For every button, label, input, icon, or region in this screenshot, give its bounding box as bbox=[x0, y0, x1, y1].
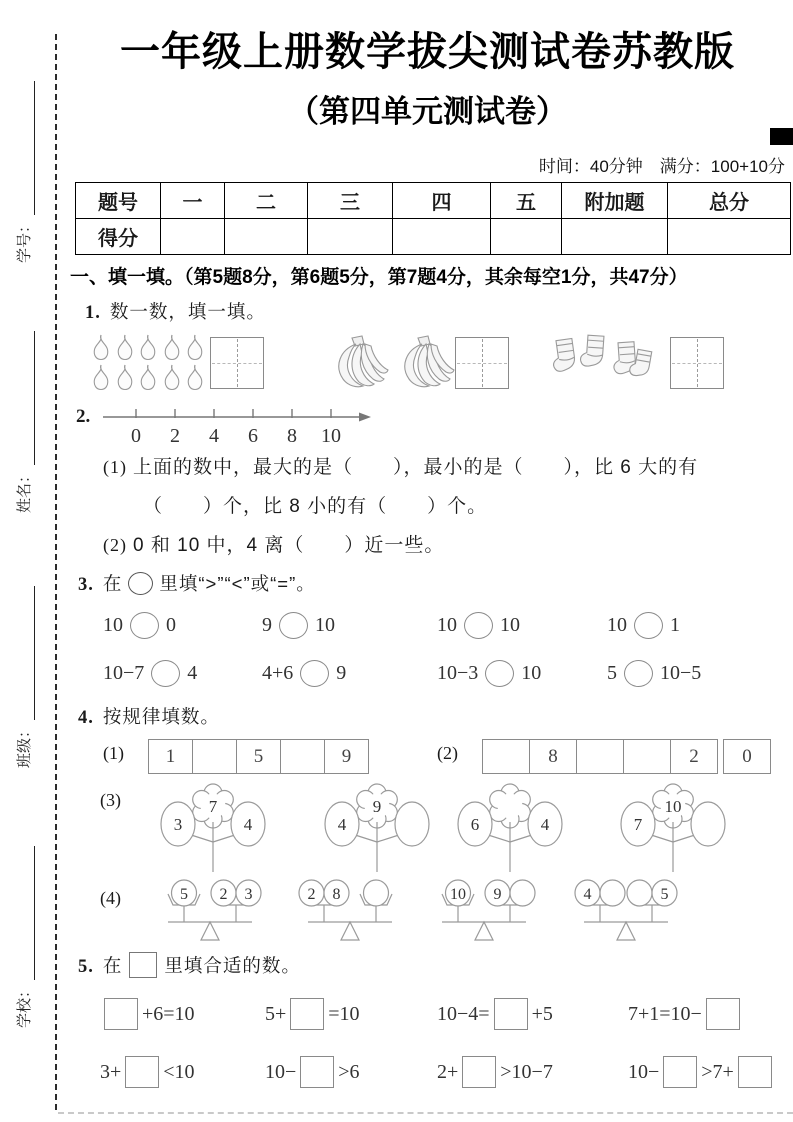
eq-pre: 10− bbox=[265, 1060, 297, 1083]
eq-post: +6=10 bbox=[142, 1002, 195, 1025]
eq-pre: 7+1=10− bbox=[628, 1002, 702, 1025]
scale-value: 2 bbox=[307, 886, 316, 903]
eq-post: +5 bbox=[531, 1002, 553, 1025]
answer-box[interactable] bbox=[210, 337, 264, 389]
equation bbox=[100, 998, 195, 1030]
q5-pre-text: 在 bbox=[102, 955, 123, 976]
flower-right-value: 4 bbox=[540, 815, 550, 834]
right-operand: 10−5 bbox=[660, 662, 702, 684]
right-operand: 9 bbox=[336, 662, 347, 684]
sequence-cell: 5 bbox=[237, 739, 281, 774]
sidebar-field-class bbox=[13, 586, 35, 768]
binding-dashed-line bbox=[55, 34, 57, 1110]
comparison-item bbox=[437, 660, 541, 687]
sequence-cell[interactable] bbox=[624, 739, 671, 774]
score-cell[interactable] bbox=[668, 219, 791, 255]
scale-value: 10 bbox=[450, 886, 466, 903]
eq-mid: >7+ bbox=[701, 1060, 734, 1083]
score-header-cell: 题号 bbox=[76, 183, 161, 219]
right-operand: 10 bbox=[521, 662, 542, 684]
page-title: 一年级上册数学拔尖测试卷苏教版 bbox=[120, 30, 735, 74]
scale-value: 9 bbox=[493, 886, 502, 903]
tick-label: 10 bbox=[321, 425, 341, 447]
number-flower bbox=[608, 782, 738, 874]
comparison-item bbox=[607, 612, 680, 639]
comparison-item bbox=[607, 660, 701, 687]
fill-box[interactable] bbox=[104, 998, 138, 1030]
pear-icon bbox=[90, 364, 112, 392]
fill-box[interactable] bbox=[706, 998, 740, 1030]
pear-icon bbox=[161, 364, 183, 392]
left-operand: 10 bbox=[103, 614, 123, 636]
pears-group bbox=[90, 334, 208, 392]
pear-icon bbox=[90, 334, 112, 362]
equation bbox=[628, 998, 744, 1030]
socks-icon bbox=[548, 333, 660, 393]
page-bottom-dashed-line bbox=[58, 1112, 793, 1114]
comparison-circle[interactable] bbox=[300, 660, 329, 687]
scale-value: 5 bbox=[180, 886, 188, 903]
q1-text: 数一数，填一填。 bbox=[109, 301, 266, 322]
sequence-cell[interactable] bbox=[281, 739, 325, 774]
q2-part1-line2 bbox=[143, 491, 487, 518]
banana-bunch-icon bbox=[394, 334, 456, 392]
fill-box[interactable] bbox=[738, 1056, 772, 1088]
q5-title bbox=[78, 952, 301, 978]
comparison-circle[interactable] bbox=[634, 612, 663, 639]
comparison-circle[interactable] bbox=[624, 660, 653, 687]
fill-box[interactable] bbox=[290, 998, 324, 1030]
left-operand: 9 bbox=[262, 614, 272, 636]
class-label: 班级： bbox=[16, 722, 33, 768]
comparison-item bbox=[103, 660, 197, 687]
section1-heading: 一、填一填。（第5题8分，第6题5分，第7题4分，其余每空1分，共47分） bbox=[70, 267, 688, 288]
scale-value: 8 bbox=[332, 886, 341, 903]
flower-head-value: 10 bbox=[664, 797, 682, 816]
score-header-cell: 二 bbox=[225, 183, 308, 219]
balance-scale bbox=[420, 878, 548, 942]
score-header-cell: 五 bbox=[491, 183, 562, 219]
fill-box[interactable] bbox=[462, 1056, 496, 1088]
score-header-cell: 四 bbox=[393, 183, 491, 219]
q4-p1-label: (1) bbox=[103, 743, 124, 763]
q3-post-text: 里填“>”“<”或“=”。 bbox=[159, 573, 316, 594]
fill-circle[interactable] bbox=[364, 880, 389, 906]
school-blank[interactable] bbox=[18, 846, 35, 980]
scale-value: 2 bbox=[219, 886, 228, 903]
tick-label: 4 bbox=[209, 425, 219, 447]
name-label: 姓名： bbox=[16, 467, 33, 513]
tick-label: 2 bbox=[170, 425, 180, 447]
example-circle bbox=[128, 572, 153, 595]
eq-pre: 5+ bbox=[265, 1002, 287, 1025]
sequence-cell: 8 bbox=[530, 739, 577, 774]
left-operand: 5 bbox=[607, 662, 617, 684]
pear-icon bbox=[114, 334, 136, 362]
pear-icon bbox=[114, 364, 136, 392]
score-header-cell: 总分 bbox=[668, 183, 791, 219]
sequence-cell[interactable] bbox=[193, 739, 237, 774]
time-score-info: 时间：40分钟 满分：100+10分 bbox=[538, 157, 785, 176]
score-cell[interactable] bbox=[491, 219, 562, 255]
answer-box[interactable] bbox=[455, 337, 509, 389]
eq-pre: 10− bbox=[628, 1060, 660, 1083]
balance-scale bbox=[146, 878, 274, 942]
sidebar-field-school bbox=[13, 846, 35, 1028]
eq-pre: 3+ bbox=[100, 1060, 122, 1083]
fill-circle[interactable] bbox=[510, 880, 535, 906]
q4-p3-label: (3) bbox=[100, 790, 121, 810]
comparison-circle[interactable] bbox=[130, 612, 159, 639]
right-operand: 10 bbox=[500, 614, 520, 636]
equation bbox=[628, 1056, 776, 1088]
page-subtitle: （第四单元测试卷） bbox=[288, 94, 567, 129]
eq-post: <10 bbox=[163, 1060, 195, 1083]
scale-value: 5 bbox=[660, 886, 669, 903]
equation bbox=[265, 1056, 360, 1088]
fill-circle[interactable] bbox=[600, 880, 625, 906]
sequence-row-2 bbox=[482, 739, 771, 774]
q2-part2-line bbox=[103, 530, 444, 557]
sequence-cell[interactable] bbox=[482, 739, 530, 774]
tick-label: 0 bbox=[131, 425, 141, 447]
scale-value: 4 bbox=[583, 886, 592, 903]
comparison-circle[interactable] bbox=[485, 660, 514, 687]
q2-number: 2. bbox=[76, 406, 91, 427]
flower-right-value: 4 bbox=[243, 815, 253, 834]
student-number-blank[interactable] bbox=[18, 81, 35, 215]
flower-left-value: 4 bbox=[337, 815, 347, 834]
q2-part1-line1 bbox=[103, 452, 698, 479]
pear-icon bbox=[184, 364, 206, 392]
q5-number: 5. bbox=[78, 957, 94, 977]
eq-pre: 2+ bbox=[437, 1060, 459, 1083]
eq-post: >10−7 bbox=[500, 1060, 553, 1083]
bananas-group bbox=[328, 334, 456, 392]
left-operand: 10 bbox=[607, 614, 627, 636]
q1-title bbox=[85, 298, 266, 324]
q2-part1-text1: 上面的数中，最大的是（ ），最小的是（ ），比 6 大的有 bbox=[133, 457, 699, 478]
score-row-label: 得分 bbox=[76, 219, 161, 255]
flower-head-value: 7 bbox=[208, 797, 218, 816]
eq-post: >6 bbox=[338, 1060, 360, 1083]
score-cell[interactable] bbox=[393, 219, 491, 255]
flower-left-value: 3 bbox=[173, 815, 183, 834]
q2-part2-text: 0 和 10 中，4 离（ ）近一些。 bbox=[133, 535, 445, 556]
fill-box[interactable] bbox=[125, 1056, 159, 1088]
fill-box[interactable] bbox=[300, 1056, 334, 1088]
scale-value: 3 bbox=[244, 886, 253, 903]
pear-icon bbox=[184, 334, 206, 362]
score-table-score-row bbox=[76, 219, 791, 255]
score-cell[interactable] bbox=[161, 219, 225, 255]
pear-icon bbox=[161, 334, 183, 362]
q4-title bbox=[78, 703, 220, 729]
comparison-item bbox=[103, 612, 176, 639]
class-blank[interactable] bbox=[18, 586, 35, 720]
equation bbox=[100, 1056, 195, 1088]
score-table-header-row bbox=[76, 183, 791, 219]
right-operand: 10 bbox=[315, 614, 335, 636]
eq-pre: 10−4= bbox=[437, 1002, 490, 1025]
balance-scale bbox=[562, 878, 690, 942]
left-operand: 10−7 bbox=[103, 662, 145, 684]
sequence-row-1 bbox=[148, 739, 369, 774]
comparison-item bbox=[437, 612, 520, 639]
right-operand: 1 bbox=[670, 614, 680, 636]
banana-bunch-icon bbox=[328, 334, 390, 392]
q1-number: 1. bbox=[85, 303, 101, 323]
q2-part1-label: (1) bbox=[103, 457, 127, 477]
score-cell[interactable] bbox=[308, 219, 393, 255]
q4-text: 按规律填数。 bbox=[102, 706, 220, 727]
q4-p2-label: (2) bbox=[437, 743, 458, 763]
comparison-circle[interactable] bbox=[279, 612, 308, 639]
fill-box[interactable] bbox=[494, 998, 528, 1030]
comparison-circle[interactable] bbox=[151, 660, 180, 687]
answer-box[interactable] bbox=[670, 337, 724, 389]
tick-label: 8 bbox=[287, 425, 297, 447]
eq-post: =10 bbox=[328, 1002, 360, 1025]
q3-number: 3. bbox=[78, 575, 94, 595]
student-number-label: 学号： bbox=[16, 217, 33, 263]
school-label: 学校： bbox=[16, 982, 33, 1028]
score-table bbox=[75, 182, 791, 255]
sidebar-field-name bbox=[13, 331, 35, 513]
q5-post-text: 里填合适的数。 bbox=[164, 955, 301, 976]
number-flower bbox=[148, 782, 278, 874]
example-box bbox=[129, 952, 157, 978]
score-cell[interactable] bbox=[562, 219, 668, 255]
flower-left-value: 7 bbox=[633, 815, 643, 834]
right-operand: 4 bbox=[187, 662, 198, 684]
q2-part2-label: (2) bbox=[103, 535, 127, 555]
score-header-cell: 三 bbox=[308, 183, 393, 219]
left-operand: 10−3 bbox=[437, 662, 479, 684]
fill-box[interactable] bbox=[663, 1056, 697, 1088]
comparison-circle[interactable] bbox=[464, 612, 493, 639]
tick-label: 6 bbox=[248, 425, 258, 447]
comparison-item bbox=[262, 660, 346, 687]
sequence-cell: 0 bbox=[723, 739, 771, 774]
sidebar-field-student-number bbox=[13, 81, 35, 263]
score-cell[interactable] bbox=[225, 219, 308, 255]
equation bbox=[437, 998, 553, 1030]
score-header-cell: 附加题 bbox=[562, 183, 668, 219]
left-operand: 10 bbox=[437, 614, 457, 636]
sequence-cell: 1 bbox=[148, 739, 193, 774]
left-operand: 4+6 bbox=[262, 662, 294, 684]
number-flower bbox=[312, 782, 442, 874]
flower-head-value: 9 bbox=[372, 797, 382, 816]
right-operand: 0 bbox=[166, 614, 176, 636]
equation bbox=[265, 998, 360, 1030]
number-flower bbox=[445, 782, 575, 874]
flower-leaf-circle[interactable] bbox=[691, 802, 725, 846]
q4-number: 4. bbox=[78, 708, 94, 728]
q3-title bbox=[78, 570, 316, 596]
sequence-cell: 9 bbox=[325, 739, 369, 774]
name-blank[interactable] bbox=[18, 331, 35, 465]
pear-icon bbox=[137, 364, 159, 392]
q4-p4-label: (4) bbox=[100, 888, 121, 908]
pear-icon bbox=[137, 334, 159, 362]
sequence-cell[interactable] bbox=[577, 739, 624, 774]
fill-circle[interactable] bbox=[627, 880, 652, 906]
comparison-item bbox=[262, 612, 335, 639]
flower-leaf-circle[interactable] bbox=[395, 802, 429, 846]
number-line bbox=[102, 404, 372, 452]
q3-pre-text: 在 bbox=[102, 573, 123, 594]
q2-part1-text2: （ ）个，比 8 小的有（ ）个。 bbox=[143, 496, 488, 517]
sequence-cell: 2 bbox=[671, 739, 718, 774]
balance-scale bbox=[286, 878, 414, 942]
equation bbox=[437, 1056, 553, 1088]
score-header-cell: 一 bbox=[161, 183, 225, 219]
flower-left-value: 6 bbox=[470, 815, 480, 834]
